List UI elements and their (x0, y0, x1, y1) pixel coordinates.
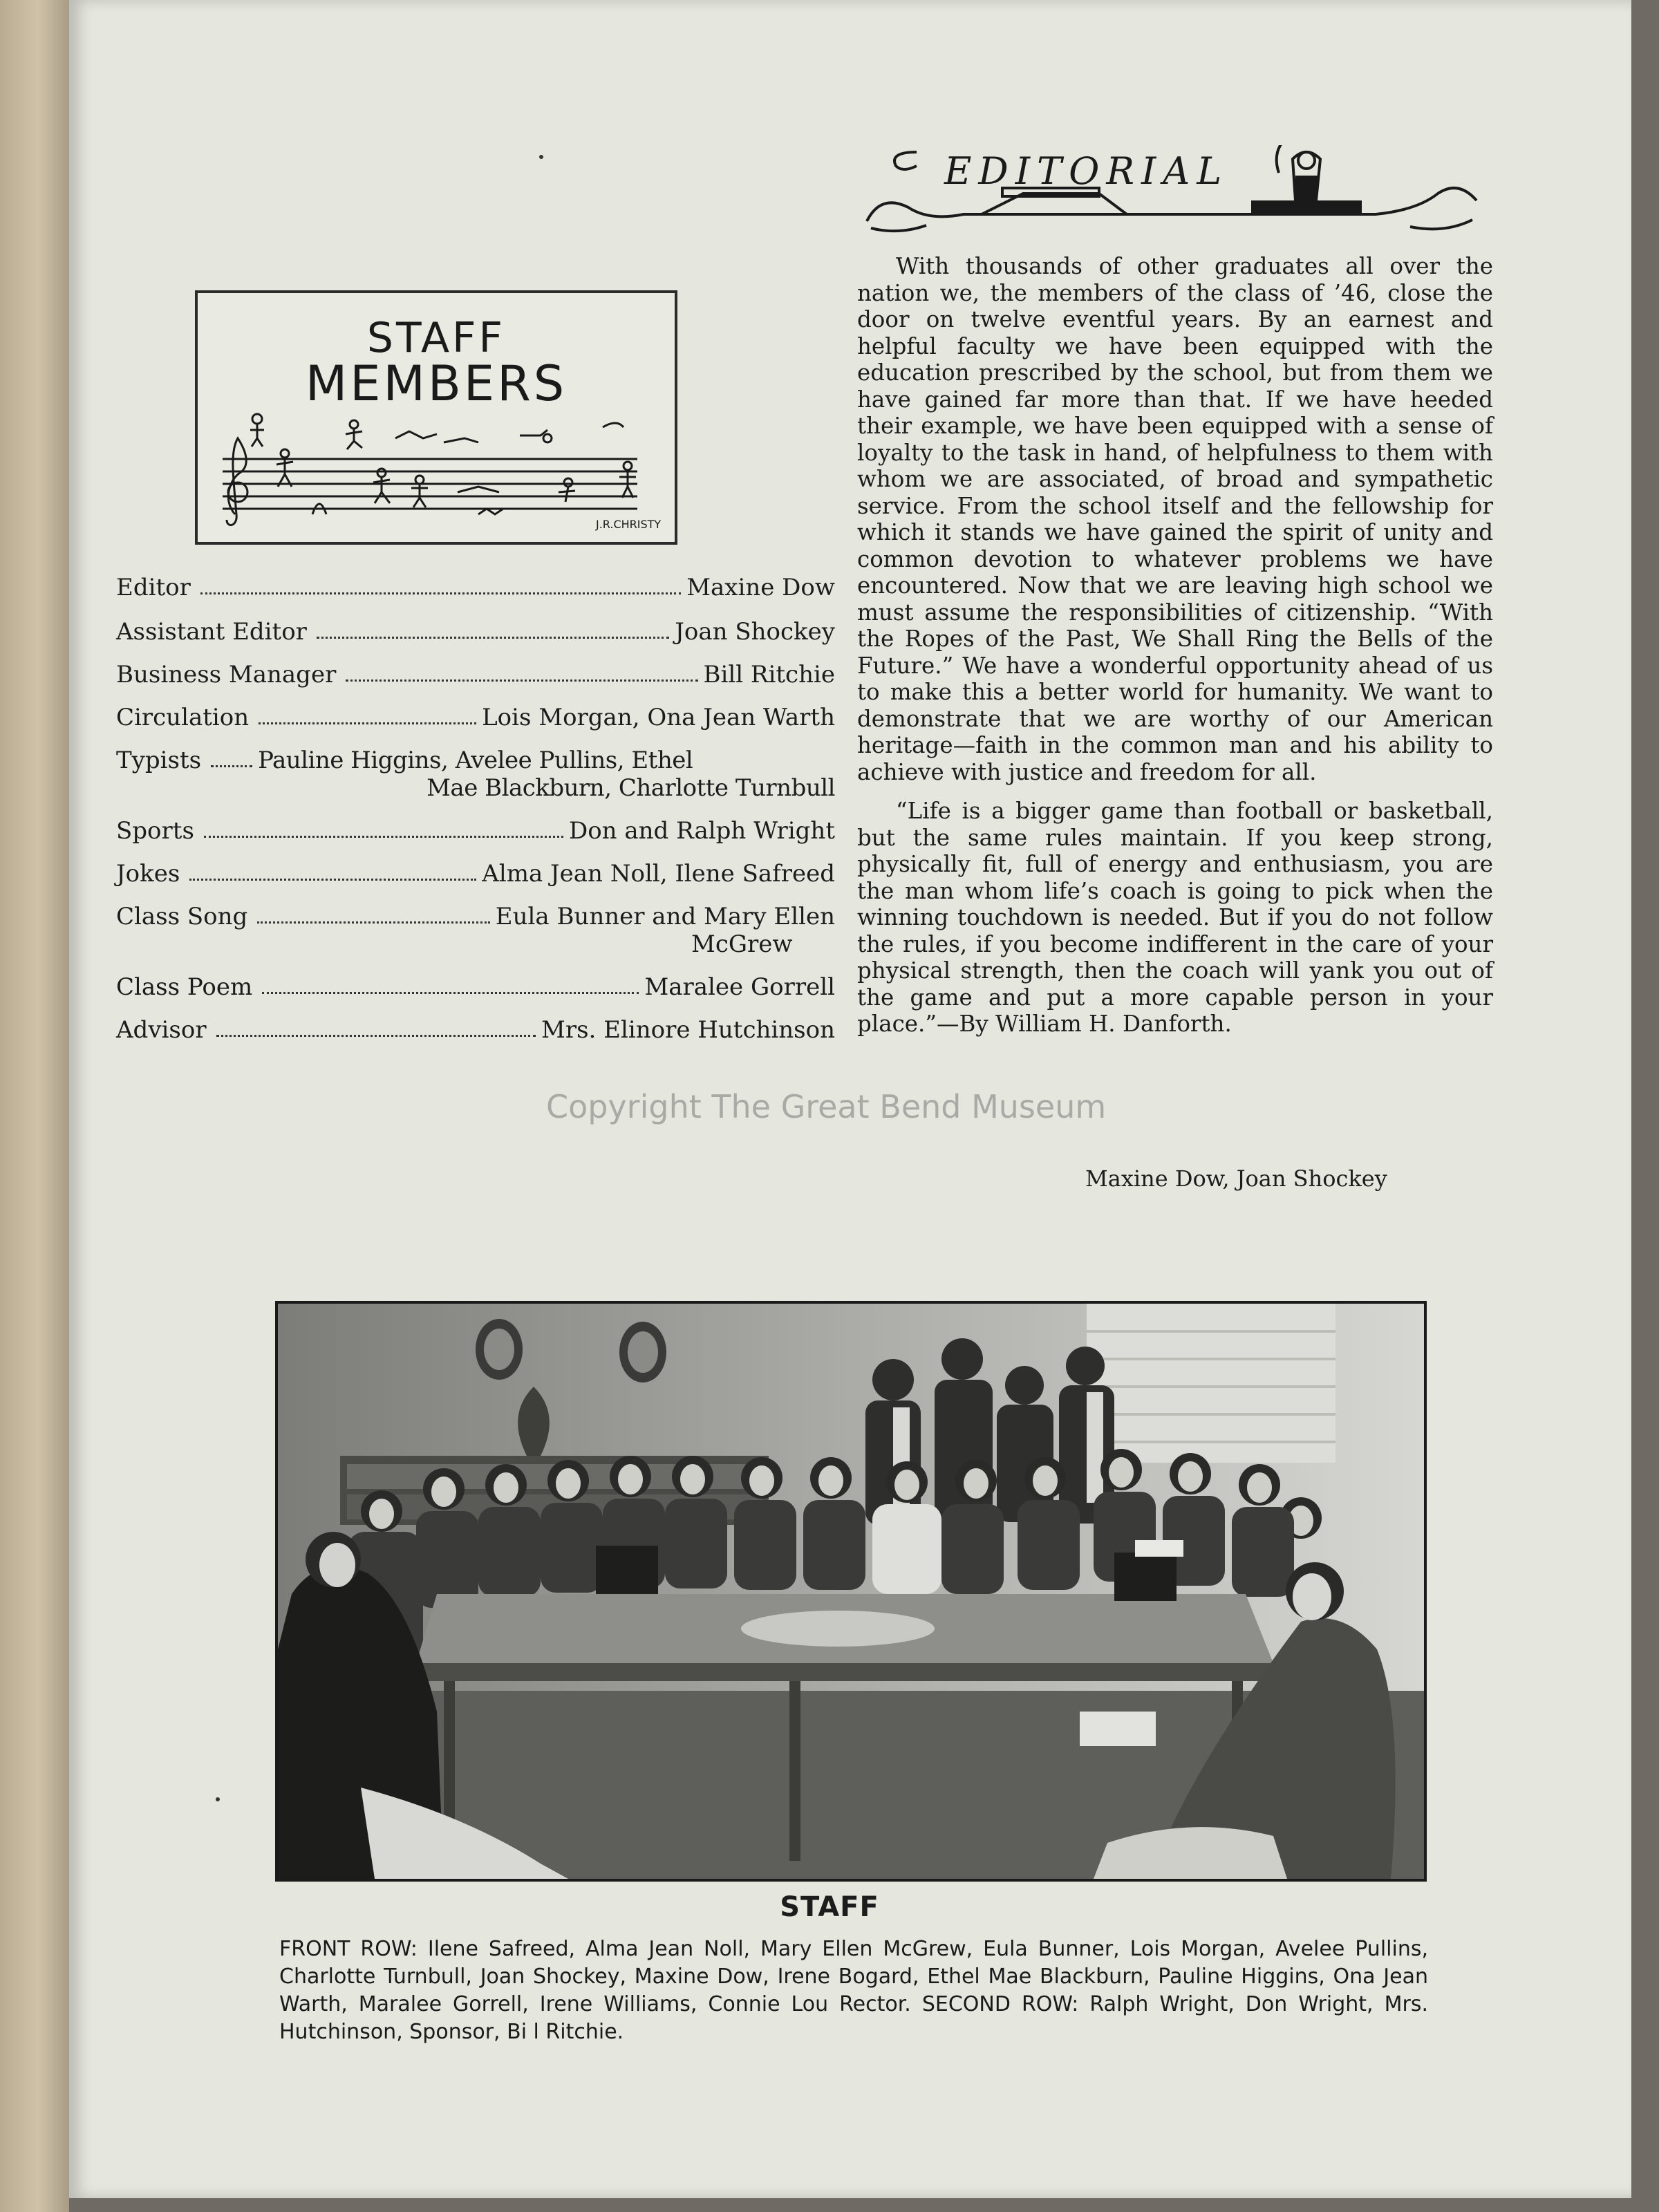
dot-leader (189, 879, 476, 881)
staff-name: Eula Bunner and Mary Ellen (495, 903, 835, 930)
dot-leader (259, 722, 476, 724)
dot-leader (317, 637, 669, 639)
staff-name-continued: McGrew (691, 930, 793, 958)
staff-role: Sports (116, 817, 194, 845)
photo-caption-text: FRONT ROW: Ilene Safreed, Alma Jean Noll, Mary Ellen McGrew, Eula Bunner, Lois Morgan, Avelee Pullins, Charlotte Turnbull, Joan Shockey, Maxine Dow, Irene Bogard, Ethel Mae Blackburn, Pauline Higgins, Ona Jean Warth, Maralee Gorrell, Irene Williams, Connie Lou Rector. SECOND ROW: Ralph Wright, Don Wright, Mrs. Hutchinson, Sponsor, Bi l Ritchie. (279, 1937, 1428, 2044)
staff-role: Class Song (116, 903, 248, 930)
staff-name: Joan Shockey (675, 618, 835, 646)
staff-role: Editor (116, 574, 191, 601)
editorial-title: EDITORIAL (944, 149, 1229, 193)
music-staff-illustration (209, 411, 665, 535)
speck (539, 155, 543, 159)
staff-row-sports (116, 817, 835, 845)
staff-members-header (195, 290, 677, 545)
editorial-paragraph-1: With thousands of other graduates all over the nation we, the members of the class of ’46, close the door on twelve eventful years. By an earnest and helpful faculty we have been equipped with the education prescribed by the school, but from them we have gained far more than that. If we have heeded their example, we have been equipped with a sense of loyalty to the task in hand, of helpfulness to them with whom we are associated, of broad and sympathetic service. From the school itself and the fellowship for which it stands we have gained the spirit of unity and common devotion to whatever problems we have encountered. Now that we are leaving high school we must assume the responsibilities of citizenship. “With the Ropes of the Past, We Shall Ring the Bells of the Future.” We have a wonderful opportunity ahead of us to make this a better world for humanity. We want to demonstrate that we are worthy of our American heritage—faith in the common man and his ability to achieve with justice and freedom for all. (857, 253, 1493, 785)
dot-leader (200, 592, 681, 594)
staff-role: Advisor (116, 1016, 207, 1044)
staff-role: Business Manager (116, 661, 337, 688)
photo-caption-title: STAFF (780, 1891, 879, 1923)
dot-leader (346, 679, 697, 682)
staff-name: Don and Ralph Wright (568, 817, 835, 845)
dot-leader (211, 765, 252, 767)
staff-row-assistant-editor (116, 618, 835, 646)
staff-row-advisor (116, 1016, 835, 1044)
book-binding (0, 0, 69, 2212)
staff-name: Maralee Gorrell (644, 973, 835, 1001)
dot-leader (262, 992, 639, 994)
dot-leader (257, 921, 489, 924)
staff-role: Class Poem (116, 973, 253, 1001)
staff-row-class-poem (116, 973, 835, 1001)
staff-row-editor (116, 574, 835, 601)
staff-role: Jokes (116, 860, 180, 888)
editorial-body (857, 253, 1493, 1038)
staff-row-business-manager (116, 661, 835, 688)
speck (216, 1797, 220, 1801)
staff-row-class-song (116, 903, 835, 930)
dot-leader (216, 1035, 536, 1037)
staff-role: Circulation (116, 704, 250, 731)
staff-row-circulation (116, 704, 835, 731)
staff-name: Alma Jean Noll, Ilene Safreed (482, 860, 835, 888)
staff-row-typists (116, 747, 835, 774)
staff-name-continued: Mae Blackburn, Charlotte Turnbull (427, 774, 835, 802)
staff-header-line2: MEMBERS (305, 355, 568, 412)
staff-name: Maxine Dow (686, 574, 835, 601)
artist-signature: J.R.CHRISTY (596, 518, 662, 531)
staff-name: Mrs. Elinore Hutchinson (541, 1016, 835, 1044)
editorial-header (864, 145, 1486, 235)
staff-name: Pauline Higgins, Avelee Pullins, Ethel (258, 747, 693, 774)
editorial-paragraph-2: “Life is a bigger game than football or basketball, but the same rules maintain. If you keep strong, physically fit, full of energy and enthusiasm, you are the man whom life’s coach is going to pick when the winning touchdown is needed. But if you do not follow the rules, if you become indifferent in the care of your physical strength, then the coach will yank you out of the game and put a more capable person in your place.”—By William H. Danforth. (857, 798, 1493, 1037)
editorial-signature: Maxine Dow, Joan Shockey (1085, 1165, 1387, 1192)
staff-group-photo (275, 1301, 1427, 1882)
staff-role: Typists (116, 747, 202, 774)
staff-row-jokes (116, 860, 835, 888)
dot-leader (204, 836, 563, 838)
copyright-watermark: Copyright The Great Bend Museum (546, 1088, 1107, 1125)
staff-photo-image (278, 1304, 1424, 1879)
staff-role: Assistant Editor (116, 618, 307, 646)
staff-list (116, 574, 835, 1044)
staff-header-line1: STAFF (366, 314, 506, 362)
staff-name: Bill Ritchie (703, 661, 835, 688)
staff-name: Lois Morgan, Ona Jean Warth (482, 704, 835, 731)
